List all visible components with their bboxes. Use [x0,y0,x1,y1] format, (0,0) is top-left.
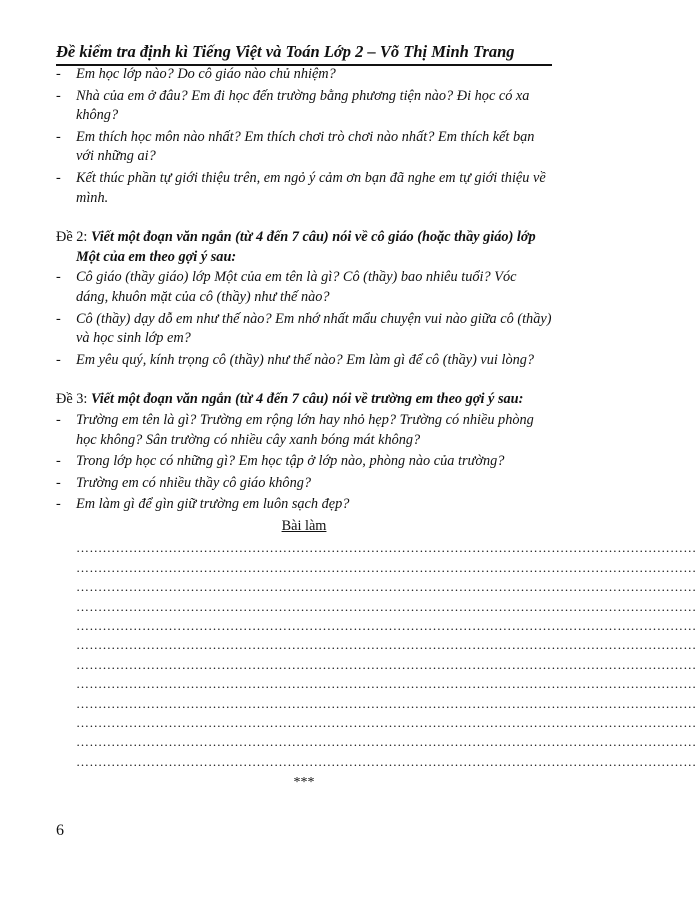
answer-line[interactable]: …………………………………………………………………………………………………………………………… [76,637,696,653]
page-content [56,65,696,793]
de2-number: Đề 2: [56,229,88,246]
page-number: 6 [56,822,64,839]
answer-lines [76,538,696,771]
answer-line[interactable]: …………………………………………………………………………………………………………………………… [76,559,696,575]
intro-list [56,65,552,208]
list-item: - Trong lớp học có những gì? Em học tập ở lớp nào, phòng nào của trường? [56,453,505,470]
de3-question [56,390,552,410]
answer-line[interactable]: …………………………………………………………………………………………………………………………… [76,598,696,614]
list-item: - Kết thúc phần tự giới thiệu trên, em ngỏ ý cảm ơn bạn đã nghe em tự giới thiệu về mình. [56,169,546,206]
answer-line[interactable]: …………………………………………………………………………………………………………………………… [76,618,696,634]
answer-line[interactable]: …………………………………………………………………………………………………………………………… [76,540,696,556]
de3-prompt: Viết một đoạn văn ngắn (từ 4 đến 7 câu) nói về trường em theo gợi ý sau: [90,391,524,408]
de3-number: Đề 3: [56,391,88,408]
de2-question [56,228,552,267]
list-item: - Trường em có nhiều thầy cô giáo không? [56,474,312,491]
answer-line[interactable]: …………………………………………………………………………………………………………………………… [76,695,696,711]
list-item: - Trường em tên là gì? Trường em rộng lớn hay nhỏ hẹp? Trường có nhiều phòng học không? Sân trường có nhiều cây xanh bóng mát không? [56,411,534,448]
answer-line[interactable]: …………………………………………………………………………………………………………………………… [76,734,696,750]
list-item: - Em học lớp nào? Do cô giáo nào chủ nhiệm? [56,66,336,82]
end-stars: *** [293,775,315,791]
answer-line[interactable]: …………………………………………………………………………………………………………………………… [76,714,696,730]
list-item: - Cô giáo (thầy giáo) lớp Một của em tên là gì? Cô (thầy) bao nhiêu tuổi? Vóc dáng, khuôn mặt của cô (thầy) như thế nào? [56,269,517,305]
answer-line[interactable]: …………………………………………………………………………………………………………………………… [76,656,696,672]
list-item: - Em thích học môn nào nhất? Em thích chơi trò chơi nào nhất? Em thích kết bạn với những ai? [56,128,535,165]
list-item: - Cô (thầy) dạy dỗ em như thế nào? Em nhớ nhất mẩu chuyện vui nào giữa cô (thầy) và học sinh lớp em? [56,310,552,347]
de3-list [56,411,552,515]
document-header: Đề kiểm tra định kì Tiếng Việt và Toán Lớp 2 – Võ Thị Minh Trang [56,42,515,61]
list-item: - Nhà của em ở đâu? Em đi học đến trường bằng phương tiện nào? Đi học có xa không? [56,87,530,124]
list-item: - Em yêu quý, kính trọng cô (thầy) như thế nào? Em làm gì để cô (thầy) vui lòng? [56,351,535,368]
answer-line[interactable]: …………………………………………………………………………………………………………………………… [76,579,696,595]
answer-line[interactable]: …………………………………………………………………………………………………………………………… [76,753,696,769]
list-item: - Em làm gì để gìn giữ trường em luôn sạch đẹp? [56,496,350,513]
de2-list [56,268,552,370]
de2-prompt: Viết một đoạn văn ngắn (từ 4 đến 7 câu) nói về cô giáo (hoặc thầy giáo) lớp Một của em theo gợi ý sau: [76,229,536,265]
answer-line[interactable]: …………………………………………………………………………………………………………………………… [76,676,696,692]
bai-lam-title: Bài làm [281,517,327,534]
